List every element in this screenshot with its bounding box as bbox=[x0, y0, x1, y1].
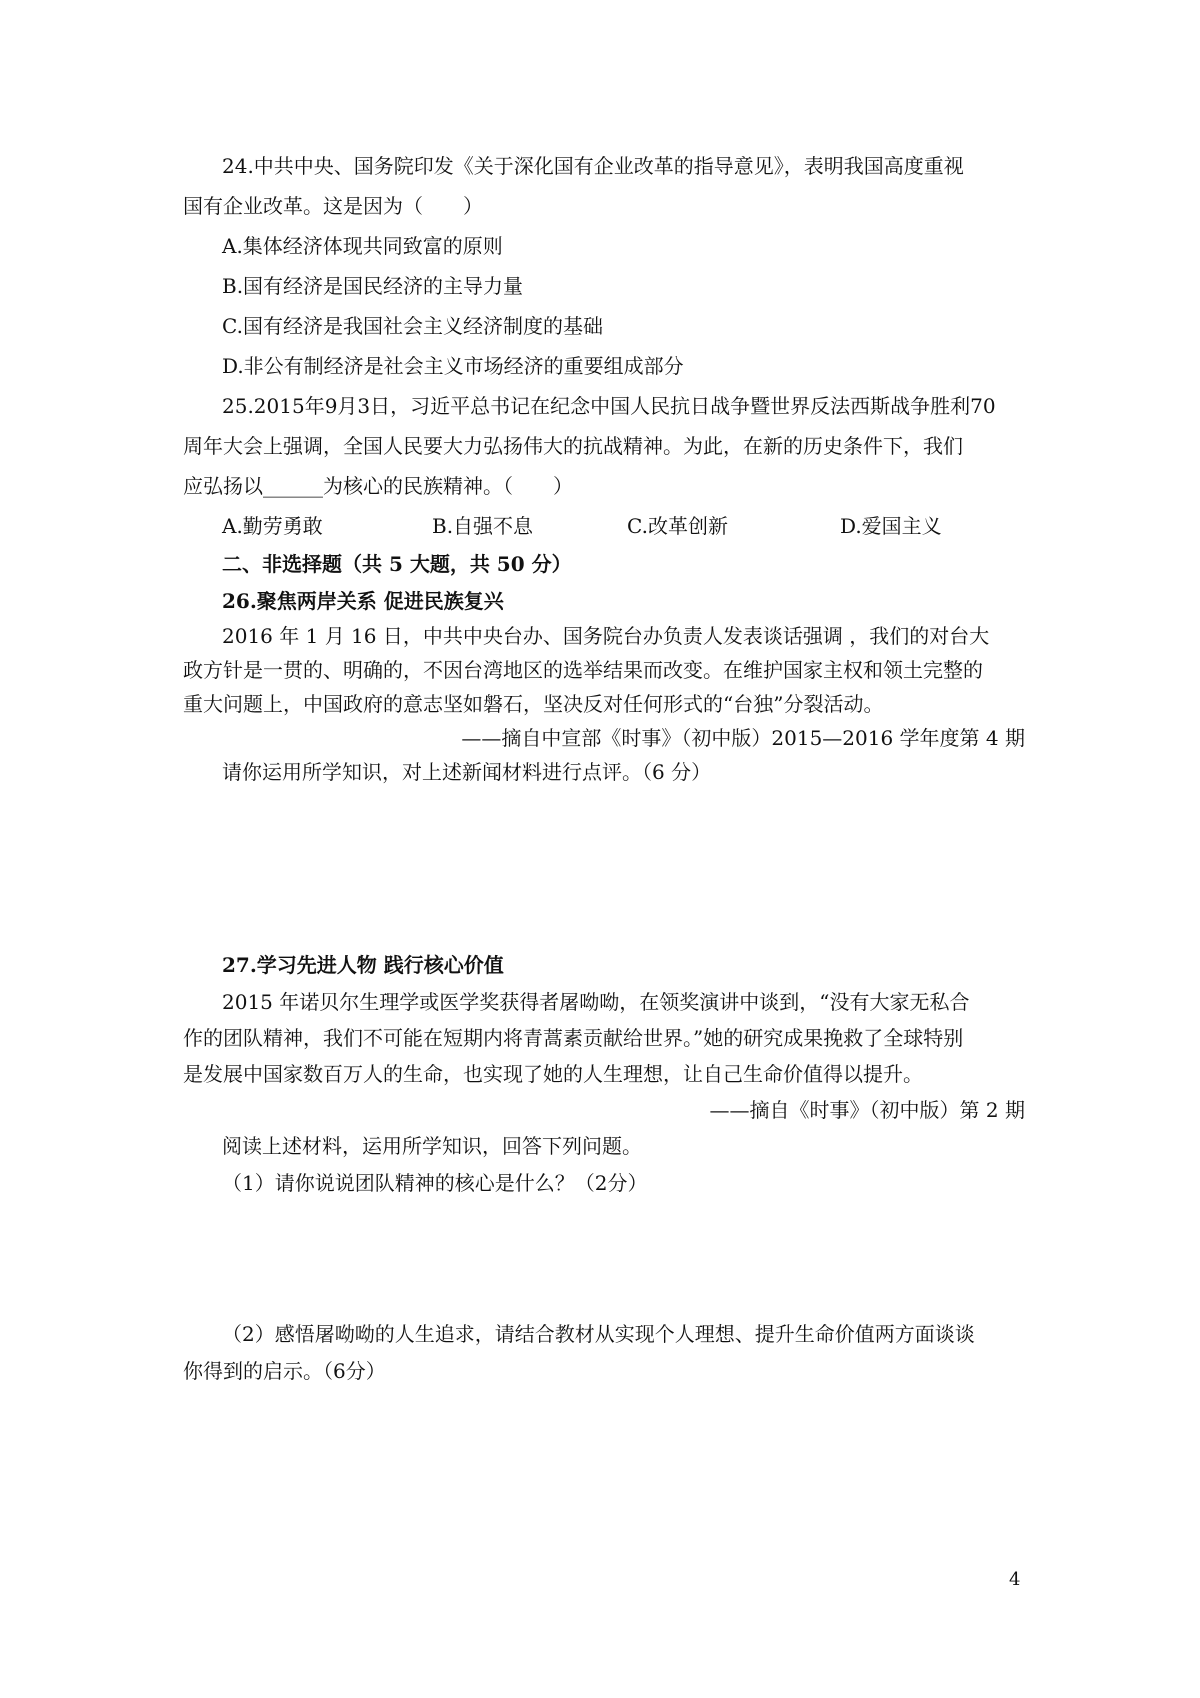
q27-sub-question-1: （1）请你说说团队精神的核心是什么？（2分） bbox=[222, 1171, 648, 1195]
q24-option-d: D.非公有制经济是社会主义市场经济的重要组成部分 bbox=[222, 354, 684, 378]
q27-source: ——摘自《时事》（初中版）第 2 期 bbox=[709, 1098, 1025, 1122]
q27-para-line1: 2015 年诺贝尔生理学或医学奖获得者屠呦呦，在领奖演讲中谈到，“没有大家无私合 bbox=[222, 990, 970, 1014]
q26-title: 26.聚焦两岸关系 促进民族复兴 bbox=[222, 589, 504, 613]
q24-option-c: C.国有经济是我国社会主义经济制度的基础 bbox=[222, 314, 603, 338]
q24-stem-line1: 24.中共中央、国务院印发《关于深化国有企业改革的指导意见》，表明我国高度重视 bbox=[222, 154, 964, 178]
q27-sub-question-2-line1: （2）感悟屠呦呦的人生追求，请结合教材从实现个人理想、提升生命价值两方面谈谈 bbox=[222, 1322, 975, 1346]
q26-para-line3: 重大问题上，中国政府的意志坚如磐石，坚决反对任何形式的“台独”分裂活动。 bbox=[183, 692, 884, 716]
q27-para-line3: 是发展中国家数百万人的生命，也实现了她的人生理想，让自己生命价值得以提升。 bbox=[183, 1062, 923, 1086]
q27-sub-question-2-line2: 你得到的启示。（6分） bbox=[183, 1359, 386, 1383]
q25-stem-line1: 25.2015年9月3日，习近平总书记在纪念中国人民抗日战争暨世界反法西斯战争胜利70 bbox=[222, 394, 996, 418]
q26-question: 请你运用所学知识，对上述新闻材料进行点评。（6 分） bbox=[222, 760, 712, 784]
q25-option-d: D.爱国主义 bbox=[840, 514, 942, 538]
q25-option-b: B.自强不息 bbox=[432, 514, 534, 538]
q25-stem-line2: 周年大会上强调，全国人民要大力弘扬伟大的抗战精神。为此，在新的历史条件下，我们 bbox=[183, 434, 963, 458]
q24-option-a: A.集体经济体现共同致富的原则 bbox=[222, 234, 503, 258]
q26-para-line1: 2016 年 1 月 16 日，中共中央台办、国务院台办负责人发表谈话强调 ，我们的对台大 bbox=[222, 624, 990, 648]
section-heading: 二、非选择题（共 5 大题，共 50 分） bbox=[222, 552, 572, 576]
q27-para-line2: 作的团队精神，我们不可能在短期内将青蒿素贡献给世界。”她的研究成果挽救了全球特别 bbox=[183, 1026, 964, 1050]
q24-stem-line2: 国有企业改革。这是因为（ ） bbox=[183, 194, 483, 218]
q26-para-line2: 政方针是一贯的、明确的，不因台湾地区的选举结果而改变。在维护国家主权和领土完整的 bbox=[183, 658, 983, 682]
q26-source: ——摘自中宣部《时事》（初中版）2015—2016 学年度第 4 期 bbox=[461, 726, 1025, 750]
q27-instruction: 阅读上述材料，运用所学知识，回答下列问题。 bbox=[222, 1134, 642, 1158]
q25-option-c: C.改革创新 bbox=[627, 514, 728, 538]
q25-stem-line3: 应弘扬以______为核心的民族精神。（ ） bbox=[183, 474, 573, 498]
q24-option-b: B.国有经济是国民经济的主导力量 bbox=[222, 274, 524, 298]
q25-option-a: A.勤劳勇敢 bbox=[222, 514, 323, 538]
page-number: 4 bbox=[1009, 1569, 1021, 1590]
q27-title: 27.学习先进人物 践行核心价值 bbox=[222, 953, 504, 977]
